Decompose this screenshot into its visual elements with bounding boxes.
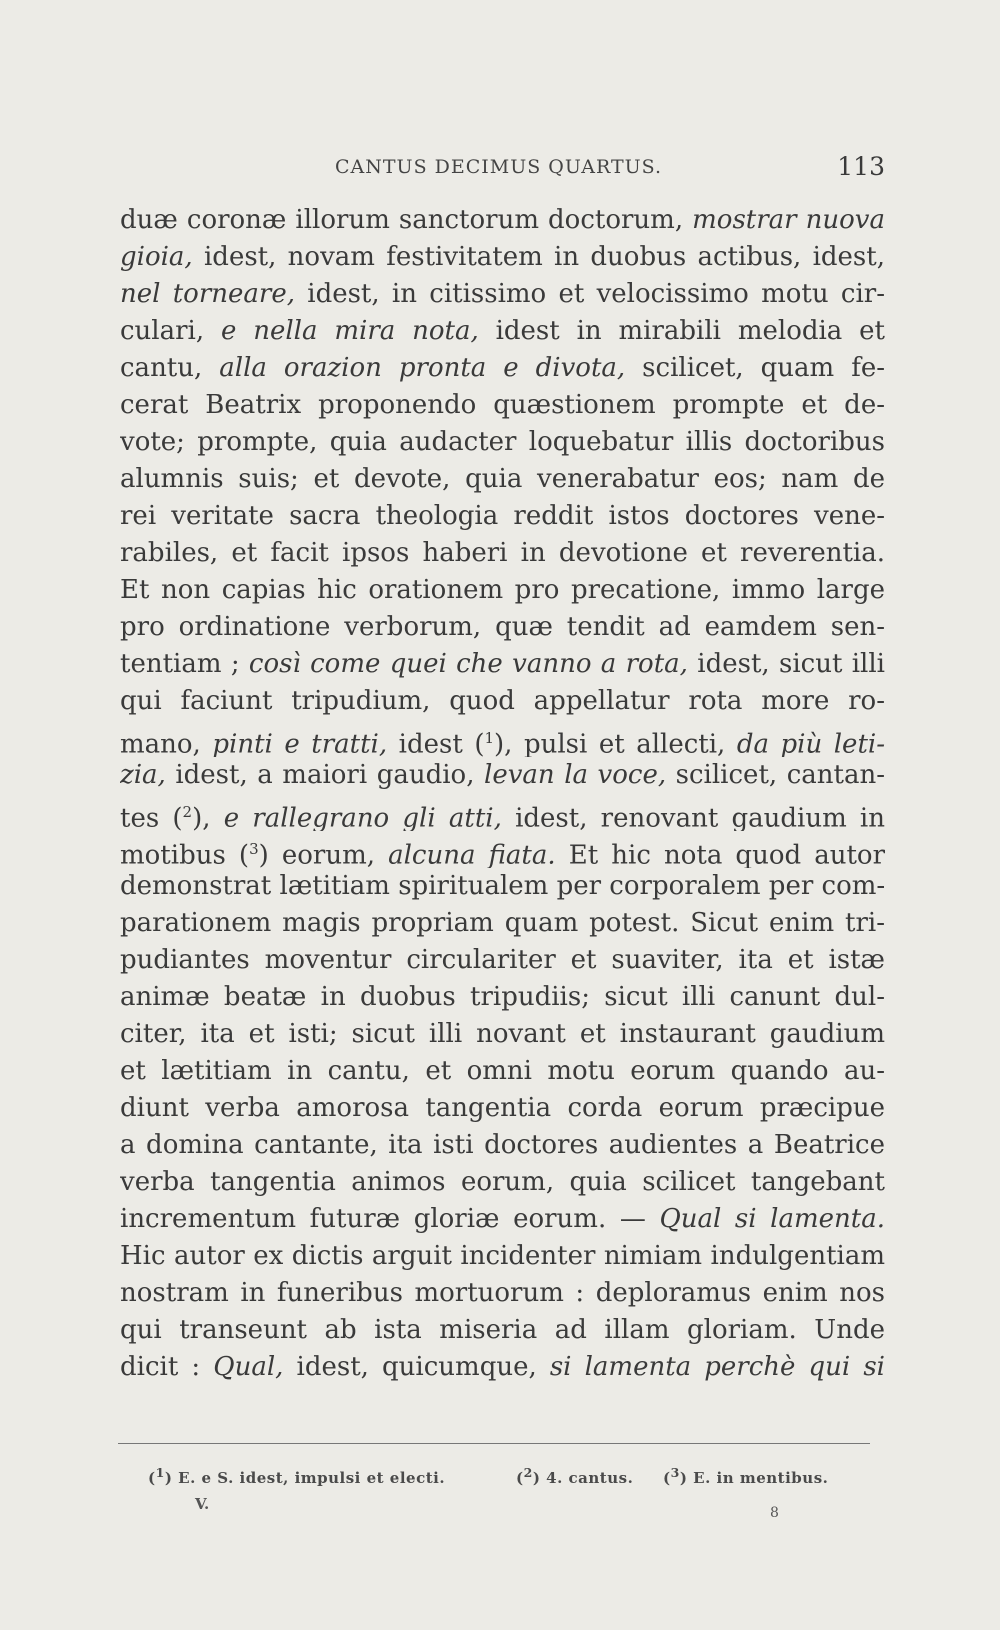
text-segment: qui transeunt ab ista miseria ad illam gloriam. Unde bbox=[120, 1315, 885, 1345]
running-head bbox=[120, 152, 885, 186]
body-text bbox=[120, 202, 885, 1386]
text-segment: idest, quicumque, bbox=[283, 1352, 550, 1382]
text-segment: dicit : bbox=[120, 1352, 214, 1382]
text-segment: diunt verba amorosa tangentia corda eorum præcipue bbox=[120, 1093, 885, 1123]
footnote-3-text: E. in mentibus. bbox=[687, 1469, 829, 1487]
text-segment: idest in mirabili melodia et bbox=[478, 316, 885, 346]
text-line bbox=[120, 498, 885, 535]
text-line bbox=[120, 1016, 885, 1053]
text-line bbox=[120, 1053, 885, 1090]
signature-gathering: 8 bbox=[770, 1505, 779, 1521]
italic-segment: e rallegrano gli atti, bbox=[223, 803, 502, 831]
text-segment: pro ordinatione verborum, quæ tendit ad eamdem sen- bbox=[120, 612, 885, 642]
text-line bbox=[120, 1201, 885, 1238]
text-line bbox=[120, 979, 885, 1016]
text-line bbox=[120, 1090, 885, 1127]
text-segment: citer, ita et isti; sicut illi novant et instaurant gaudium bbox=[120, 1019, 885, 1049]
text-segment: verba tangentia animos eorum, quia scilicet tangebant bbox=[120, 1167, 885, 1197]
italic-segment: così come quei che vanno a rota, bbox=[248, 649, 688, 679]
text-line bbox=[120, 1349, 885, 1386]
text-line bbox=[120, 1312, 885, 1349]
text-segment: idest, sicut illi bbox=[687, 649, 885, 679]
text-segment: qui faciunt tripudium, quod appellatur rota more ro- bbox=[120, 686, 885, 716]
text-segment: demonstrat lætitiam spiritualem per corporalem per com- bbox=[120, 871, 885, 901]
text-line bbox=[120, 313, 885, 350]
footnote-reference: 2 bbox=[182, 803, 193, 821]
italic-segment: pinti e tratti, bbox=[212, 729, 388, 757]
text-line bbox=[120, 1238, 885, 1275]
text-line bbox=[120, 202, 885, 239]
running-title: CANTUS DECIMUS QUARTUS. bbox=[335, 156, 663, 178]
footnote-2-mark: 2 bbox=[523, 1465, 533, 1480]
italic-segment: alcuna fiata. bbox=[388, 840, 556, 868]
italic-segment: gioia, bbox=[120, 242, 193, 272]
text-segment: scilicet, cantan- bbox=[666, 760, 885, 790]
page-number: 113 bbox=[837, 152, 885, 181]
text-segment: culari, bbox=[120, 316, 221, 346]
text-segment: ), bbox=[192, 803, 224, 831]
italic-segment: Qual si lamenta. bbox=[659, 1204, 885, 1234]
text-line bbox=[120, 1275, 885, 1312]
footnote-rule bbox=[118, 1443, 870, 1444]
text-segment: rabiles, et facit ipsos haberi in devotione et reverentia. bbox=[120, 538, 885, 568]
text-line bbox=[120, 683, 885, 720]
text-line bbox=[120, 276, 885, 313]
footnote-3-mark: 3 bbox=[670, 1465, 680, 1480]
text-line bbox=[120, 757, 885, 794]
text-line bbox=[120, 720, 885, 757]
text-segment: Hic autor ex dictis arguit incidenter nimiam indulgentiam bbox=[120, 1241, 885, 1271]
italic-segment: levan la voce, bbox=[484, 760, 667, 790]
text-line bbox=[120, 535, 885, 572]
text-segment: ) eorum, bbox=[258, 840, 389, 868]
text-segment: pudiantes moventur circulariter et suaviter, ita et istæ bbox=[120, 945, 885, 975]
text-line bbox=[120, 424, 885, 461]
text-segment: cerat Beatrix proponendo quæstionem prompte et de- bbox=[120, 390, 885, 420]
text-line bbox=[120, 572, 885, 609]
footnote-2: ($^2$) 4. cantus. bbox=[516, 1465, 634, 1487]
italic-segment: da più leti- bbox=[736, 729, 885, 757]
footnote-reference: 1 bbox=[484, 729, 495, 747]
text-segment: parationem magis propriam quam potest. Sicut enim tri- bbox=[120, 908, 885, 938]
text-segment: Et non capias hic orationem pro precatione, immo large bbox=[120, 575, 885, 605]
text-line bbox=[120, 387, 885, 424]
text-segment: idest ( bbox=[387, 729, 485, 757]
text-line bbox=[120, 942, 885, 979]
signature-volume: V. bbox=[195, 1495, 210, 1513]
text-segment: rei veritate sacra theologia reddit istos doctores vene- bbox=[120, 501, 885, 531]
text-line bbox=[120, 461, 885, 498]
text-segment: vote; prompte, quia audacter loquebatur illis doctoribus bbox=[120, 427, 885, 457]
italic-segment: nel torneare, bbox=[120, 279, 295, 309]
text-line bbox=[120, 239, 885, 276]
text-segment: et lætitiam in cantu, et omni motu eorum quando au- bbox=[120, 1056, 885, 1086]
text-segment: idest, in citissimo et velocissimo motu cir- bbox=[294, 279, 885, 309]
footnote-reference: 3 bbox=[249, 840, 259, 858]
text-line bbox=[120, 350, 885, 387]
text-segment: Et hic nota quod autor bbox=[555, 840, 885, 868]
text-line bbox=[120, 831, 885, 868]
italic-segment: zia, bbox=[120, 760, 166, 790]
text-segment: cantu, bbox=[120, 353, 220, 383]
italic-segment: mostrar nuova bbox=[692, 205, 885, 235]
text-segment: mano, bbox=[120, 729, 213, 757]
text-segment: animæ beatæ in duobus tripudiis; sicut illi canunt dul- bbox=[120, 982, 885, 1012]
text-line bbox=[120, 1164, 885, 1201]
footnote-1-mark: 1 bbox=[155, 1465, 165, 1480]
text-line bbox=[120, 1127, 885, 1164]
italic-segment: si lamenta perchè qui si bbox=[549, 1352, 885, 1382]
text-segment: motibus ( bbox=[120, 840, 250, 868]
text-line bbox=[120, 868, 885, 905]
text-segment: incrementum futuræ gloriæ eorum. — bbox=[120, 1204, 660, 1234]
italic-segment: alla orazion pronta e divota, bbox=[219, 353, 626, 383]
text-segment: a domina cantante, ita isti doctores audientes a Beatrice bbox=[120, 1130, 885, 1160]
text-line bbox=[120, 794, 885, 831]
text-segment: tentiam ; bbox=[120, 649, 249, 679]
text-line bbox=[120, 609, 885, 646]
text-segment: tes ( bbox=[120, 803, 183, 831]
text-segment: ), pulsi et allecti, bbox=[494, 729, 737, 757]
text-segment: scilicet, quam fe- bbox=[625, 353, 885, 383]
italic-segment: e nella mira nota, bbox=[221, 316, 479, 346]
footnote-3: ($^3$) E. in mentibus. bbox=[663, 1465, 829, 1487]
italic-segment: Qual, bbox=[213, 1352, 284, 1382]
text-segment: duæ coronæ illorum sanctorum doctorum, bbox=[120, 205, 693, 235]
footnote-1-text: E. e S. idest, impulsi et electi. bbox=[172, 1469, 446, 1487]
text-segment: alumnis suis; et devote, quia venerabatur eos; nam de bbox=[120, 464, 885, 494]
text-segment: nostram in funeribus mortuorum : deploramus enim nos bbox=[120, 1278, 885, 1308]
footnote-1: ($^1$) E. e S. idest, impulsi et electi. bbox=[148, 1465, 446, 1487]
text-segment: idest, renovant gaudium in bbox=[501, 803, 885, 831]
text-segment: idest, a maiori gaudio, bbox=[165, 760, 485, 790]
footnote-2-text: 4. cantus. bbox=[540, 1469, 634, 1487]
text-line bbox=[120, 905, 885, 942]
text-line bbox=[120, 646, 885, 683]
text-segment: idest, novam festivitatem in duobus actibus, idest, bbox=[192, 242, 885, 272]
